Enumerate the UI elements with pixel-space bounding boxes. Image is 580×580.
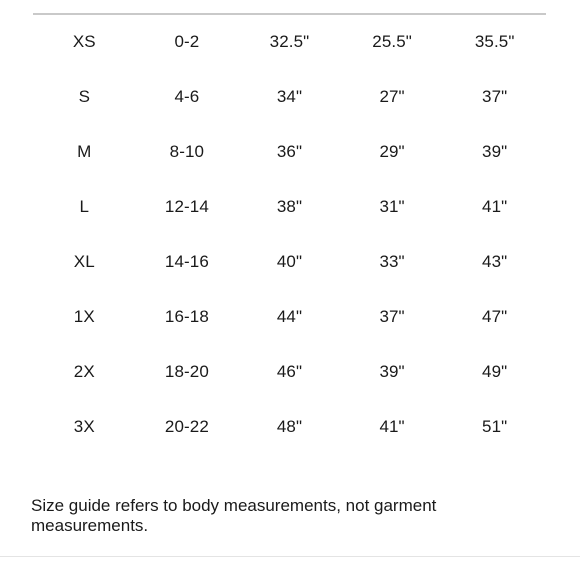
table-cell: 40" [276, 251, 303, 271]
table-cell: 37" [482, 86, 508, 106]
table-row [33, 289, 546, 344]
table-cell: 44" [276, 306, 303, 326]
table-cell: 41" [482, 196, 508, 216]
table-row [33, 14, 546, 69]
size-chart-table [33, 14, 546, 454]
table-cell: 35.5" [474, 31, 515, 51]
bottom-divider [0, 556, 580, 557]
table-cell: 14-16 [164, 251, 209, 271]
table-cell: 39" [379, 361, 405, 381]
table-row [33, 69, 546, 124]
table-cell: 43" [482, 251, 508, 271]
table-cell: 36" [276, 141, 303, 161]
table-row [33, 124, 546, 179]
table-cell: M [77, 141, 92, 161]
table-cell: 48" [276, 416, 303, 436]
table-cell: 32.5" [269, 31, 310, 51]
table-row [33, 179, 546, 234]
table-cell: 37" [379, 306, 405, 326]
table-cell: 41" [379, 416, 405, 436]
table-cell: 12-14 [164, 196, 209, 216]
table-row [33, 234, 546, 289]
table-cell: 18-20 [164, 361, 209, 381]
table-cell: 0-2 [174, 31, 200, 51]
table-cell: 4-6 [174, 86, 200, 106]
table-cell: 34" [276, 86, 303, 106]
table-row [33, 344, 546, 399]
table-cell: 3X [73, 416, 95, 436]
table-cell: 20-22 [164, 416, 209, 436]
table-cell: 16-18 [164, 306, 209, 326]
table-cell: L [79, 196, 90, 216]
table-cell: S [78, 86, 91, 106]
table-cell: 2X [73, 361, 95, 381]
table-cell: 25.5" [372, 31, 412, 51]
table-cell: 46" [276, 361, 303, 381]
table-cell: XL [73, 251, 95, 271]
size-guide-note: Size guide refers to body measurements, not garment measurements. [31, 496, 437, 535]
table-cell: 1X [73, 306, 95, 326]
table-cell: 38" [276, 196, 303, 216]
table-cell: XS [72, 31, 96, 51]
table-cell: 8-10 [169, 141, 205, 161]
table-cell: 33" [379, 251, 405, 271]
table-cell: 27" [379, 86, 405, 106]
table-row [33, 399, 546, 454]
table-cell: 51" [482, 416, 508, 436]
table-cell: 29" [379, 141, 405, 161]
table-cell: 49" [482, 361, 508, 381]
table-cell: 31" [379, 196, 405, 216]
table-cell: 39" [482, 141, 508, 161]
table-cell: 47" [482, 306, 508, 326]
